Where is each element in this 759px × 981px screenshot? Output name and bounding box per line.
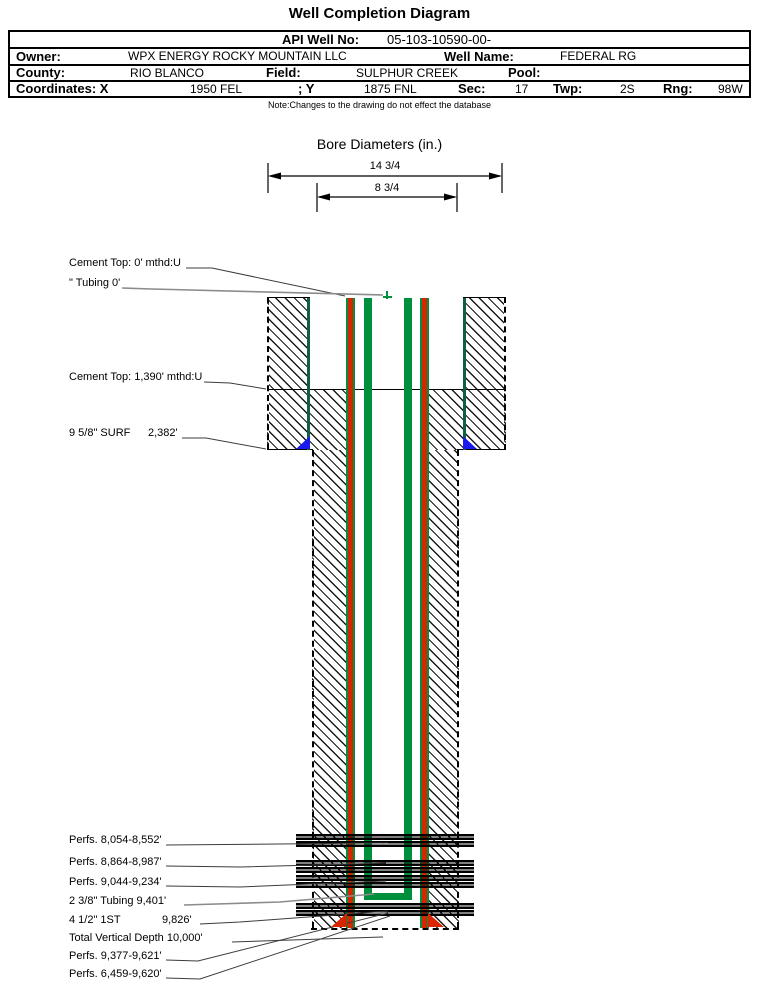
perf-4-label: Perfs. 9,377-9,621' [69, 950, 162, 962]
tubing-top-leader [122, 288, 383, 295]
owner-value: WPX ENERGY ROCKY MOUNTAIN LLC [128, 49, 347, 63]
intermediate-cement-right [429, 389, 463, 450]
total-vertical-depth-label: Total Vertical Depth 10,000' [69, 932, 203, 944]
cement-top-1390-line [267, 389, 506, 390]
perf-5-leader [166, 916, 390, 979]
total-depth-leader [232, 937, 383, 942]
inner-dim-arrow-left [317, 194, 330, 201]
perf-2-label: Perfs. 8,864-8,987' [69, 856, 162, 868]
surface-casing-wall-right [463, 298, 466, 450]
cement-top-0-label: Cement Top: 0' mthd:U [69, 257, 181, 269]
tubing-top-label: " Tubing 0' [69, 277, 121, 289]
perforation-band-8864-8987 [296, 860, 474, 873]
well-info-table [8, 30, 751, 98]
perf-5-label: Perfs. 6,459-9,620' [69, 968, 162, 980]
page-title: Well Completion Diagram [288, 5, 471, 22]
table-row-coordinates [10, 80, 749, 96]
outer-dim-arrow-right [489, 173, 502, 180]
surface-casing-wall-left [307, 298, 310, 450]
api-value: 05-103-10590-00- [387, 32, 492, 47]
y-coordinate-value: 1875 FNL [364, 82, 417, 96]
inner-bore-diameter-label: 8 3/4 [374, 182, 400, 194]
range-label: Rng: [663, 81, 693, 96]
perforation-band-9377-9621 [296, 903, 474, 916]
intermediate-cement-left [310, 389, 346, 450]
range-value: 98W [718, 82, 743, 96]
county-value: RIO BLANCO [130, 66, 205, 80]
field-value: SULPHUR CREEK [356, 66, 459, 80]
field-label: Field: [266, 65, 301, 80]
perf-3-label: Perfs. 9,044-9,234' [69, 876, 162, 888]
township-label: Twp: [553, 81, 583, 96]
database-note: Note:Changes to the drawing do not effect the database [268, 100, 491, 110]
outer-bore-diameter-label: 14 3/4 [369, 160, 401, 172]
perforation-band-9044-9234 [296, 875, 474, 888]
total-depth-line [311, 928, 459, 930]
cement-top-1390-leader [204, 382, 266, 389]
well-name-label: Well Name: [444, 49, 514, 64]
tubing-wall-right [404, 298, 412, 900]
owner-label: Owner: [16, 49, 61, 64]
x-coordinate-value: 1950 FEL [190, 82, 243, 96]
well-name-value: FEDERAL RG [560, 49, 637, 63]
tubing-bottom [364, 893, 412, 900]
tubing-wall-left [364, 298, 372, 900]
surface-casing-depth: 2,382' [148, 427, 178, 439]
tubing-hanger-tick [383, 291, 392, 299]
cement-top-1390-label: Cement Top: 1,390' mthd:U [69, 371, 203, 383]
production-casing-depth: 9,826' [162, 914, 192, 926]
table-row-county [10, 64, 749, 80]
perf-1-label: Perfs. 8,054-8,552' [69, 834, 162, 846]
surface-casing-label: 9 5/8" SURF [69, 427, 131, 439]
surface-cement-right [463, 297, 506, 450]
section-label: Sec: [458, 81, 486, 96]
township-value: 2S [620, 82, 635, 96]
tubing-depth-label: 2 3/8" Tubing 9,401' [69, 895, 167, 907]
production-casing-label: 4 1/2" 1ST [69, 914, 121, 926]
surface-shoe-leader [182, 438, 266, 449]
cement-top-0-leader [186, 268, 345, 296]
pool-label: Pool: [508, 65, 541, 80]
county-label: County: [16, 65, 66, 80]
bore-diameters-title: Bore Diameters (in.) [316, 136, 443, 152]
surface-cement-left [267, 297, 310, 450]
coordinates-label: Coordinates: X [16, 81, 109, 96]
inner-dim-arrow-right [444, 194, 457, 201]
production-cement-left [312, 450, 346, 928]
y-coordinate-label: ; Y [298, 81, 315, 96]
api-label: API Well No: [282, 32, 360, 47]
section-value: 17 [515, 82, 529, 96]
table-row-owner [10, 47, 749, 64]
production-cement-right [429, 450, 459, 928]
outer-dim-arrow-left [268, 173, 281, 180]
perforation-band-8054-8552 [296, 834, 474, 847]
table-row-api [10, 32, 749, 47]
